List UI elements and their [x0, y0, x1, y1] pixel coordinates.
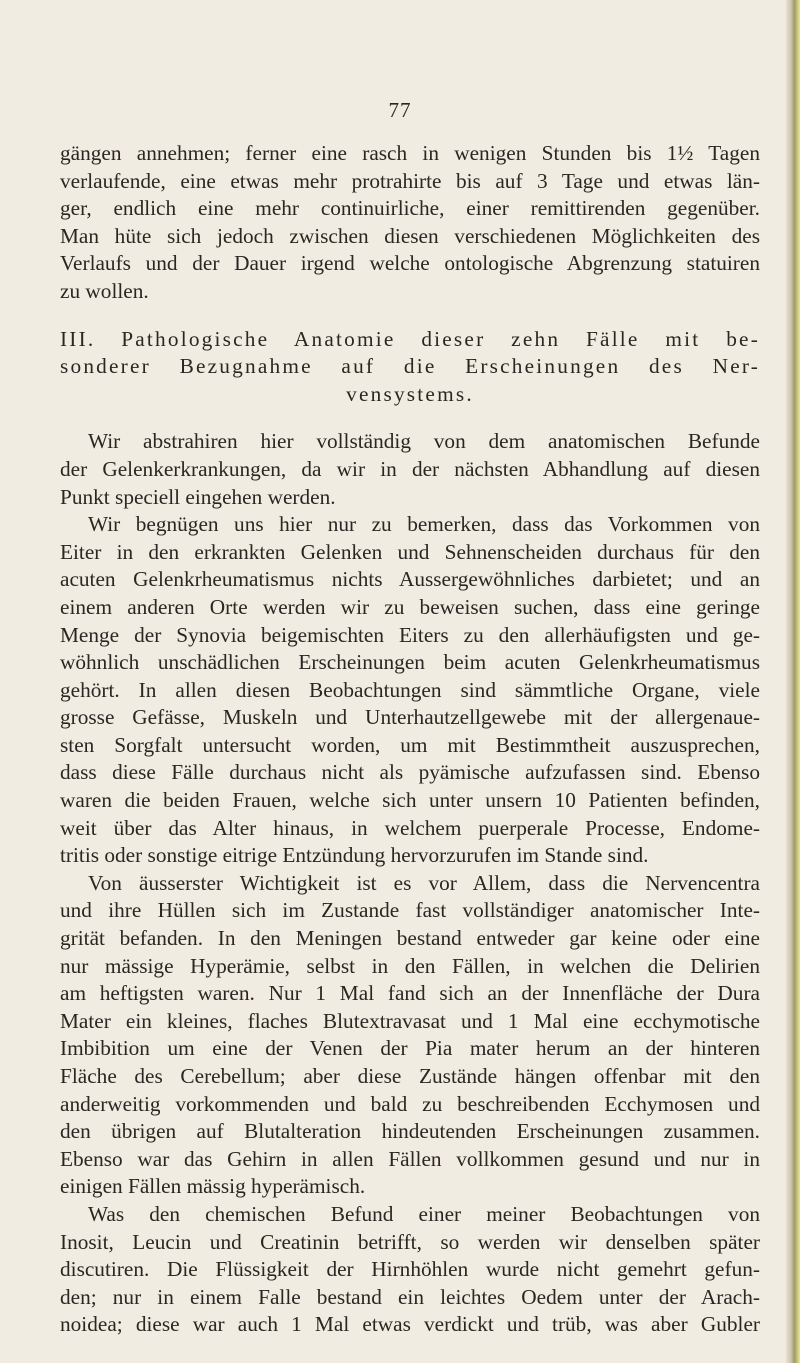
- text-line: ger, endlich eine mehr continuirliche, einer remittirenden gegenüber.: [60, 196, 760, 221]
- paragraph-2: [60, 428, 760, 511]
- text-line: Inosit, Leucin und Creatinin betrifft, so werden wir denselben später: [60, 1229, 760, 1254]
- text-line: nur mässige Hyperämie, selbst in den Fällen, in welchen die Delirien: [60, 953, 760, 978]
- paragraph-1: [60, 140, 760, 306]
- text-line: den; nur in einem Falle bestand ein leichtes Oedem unter der Arach-: [60, 1284, 760, 1309]
- text-line: grosse Gefässe, Muskeln und Unterhautzellgewebe mit der allergenaue-: [60, 705, 760, 730]
- text-line: den übrigen auf Blutalteration hindeutenden Erscheinungen zusammen.: [60, 1119, 760, 1144]
- text-line: Verlaufs und der Dauer irgend welche ontologische Abgrenzung statuiren: [60, 251, 760, 276]
- heading-line: sonderer Bezugnahme auf die Erscheinungen des Ner-: [60, 354, 760, 379]
- text-line: gehört. In allen diesen Beobachtungen sind sämmtliche Organe, viele: [60, 677, 760, 702]
- heading-line: III. Pathologische Anatomie dieser zehn Fälle mit be-: [60, 326, 760, 351]
- paragraph-4: [60, 870, 760, 1201]
- page-number: 77: [388, 98, 412, 122]
- text-line: dass diese Fälle durchaus nicht als pyämische aufzufassen sind. Ebenso: [60, 760, 760, 785]
- text-line: Ebenso war das Gehirn in allen Fällen vollkommen gesund und nur in: [60, 1146, 760, 1171]
- text-line: gängen annehmen; ferner eine rasch in wenigen Stunden bis 1½ Tagen: [60, 141, 760, 165]
- text-line: Fläche des Cerebellum; aber diese Zustände hängen offenbar mit den: [60, 1064, 760, 1088]
- text-line: tritis oder sonstige eitrige Entzündung hervorzurufen im Stande sind.: [60, 843, 649, 868]
- text-line: Wir abstrahiren hier vollständig von dem anatomischen Befunde: [88, 429, 760, 454]
- text-line: wöhnlich unschädlichen Erscheinungen beim acuten Gelenkrheumatismus: [60, 650, 760, 675]
- text-line: acuten Gelenkrheumatismus nichts Aussergewöhnliches darbietet; und an: [60, 567, 760, 592]
- text-line: Menge der Synovia beigemischten Eiters zu den allerhäufigsten und ge-: [60, 622, 760, 647]
- text-line: weit über das Alter hinaus, in welchem puerperale Processe, Endome-: [60, 815, 760, 840]
- paragraph-gap: [60, 408, 760, 428]
- heading-line: vensystems.: [346, 381, 474, 406]
- text-line: anderweitig vorkommenden und bald zu beschreibenden Ecchymosen und: [60, 1091, 760, 1116]
- text-line: Imbibition um eine der Venen der Pia mater herum an der hinteren: [60, 1036, 760, 1061]
- text-line: am heftigsten waren. Nur 1 Mal fand sich an der Innenfläche der Dura: [60, 981, 760, 1006]
- text-line: Eiter in den erkrankten Gelenken und Sehnenscheiden durchaus für den: [60, 539, 760, 564]
- paragraph-5: [60, 1201, 760, 1339]
- text-line: Man hüte sich jedoch zwischen diesen verschiedenen Möglichkeiten des: [60, 223, 760, 248]
- text-line: Was den chemischen Befund einer meiner Beobachtungen von: [88, 1201, 760, 1226]
- text-line: noidea; diese war auch 1 Mal etwas verdickt und trüb, was aber Gubler: [60, 1312, 760, 1337]
- text-line: einigen Fällen mässig hyperämisch.: [60, 1174, 366, 1199]
- text-line: grität befanden. In den Meningen bestand entweder gar keine oder eine: [60, 926, 760, 951]
- text-line: Punkt speciell eingehen werden.: [60, 484, 336, 509]
- text-line: verlaufende, eine etwas mehr protrahirte bis auf 3 Tage und etwas län-: [60, 168, 760, 193]
- text-line: Mater ein kleines, flaches Blutextravasat und 1 Mal eine ecchymotische: [60, 1008, 760, 1033]
- text-line: sten Sorgfalt untersucht worden, um mit Bestimmtheit auszusprechen,: [60, 732, 760, 757]
- text-line: zu wollen.: [60, 278, 149, 303]
- text-line: einem anderen Orte werden wir zu beweisen suchen, dass eine geringe: [60, 594, 760, 619]
- paragraph-3: [60, 511, 760, 870]
- section-heading: [60, 326, 760, 409]
- page-body: [60, 140, 760, 1339]
- text-line: Wir begnügen uns hier nur zu bemerken, dass das Vorkommen von: [88, 512, 760, 537]
- text-line: Von äusserster Wichtigkeit ist es vor Allem, dass die Nervencentra: [88, 870, 760, 895]
- page-edge-binding: [786, 0, 800, 1363]
- text-line: der Gelenkerkrankungen, da wir in der nächsten Abhandlung auf diesen: [60, 456, 760, 481]
- text-line: discutiren. Die Flüssigkeit der Hirnhöhlen wurde nicht gemehrt gefun-: [60, 1257, 760, 1282]
- paragraph-gap: [60, 306, 760, 326]
- text-line: waren die beiden Frauen, welche sich unter unsern 10 Patienten befinden,: [60, 788, 760, 813]
- text-line: und ihre Hüllen sich im Zustande fast vollständiger anatomischer Inte-: [60, 898, 760, 923]
